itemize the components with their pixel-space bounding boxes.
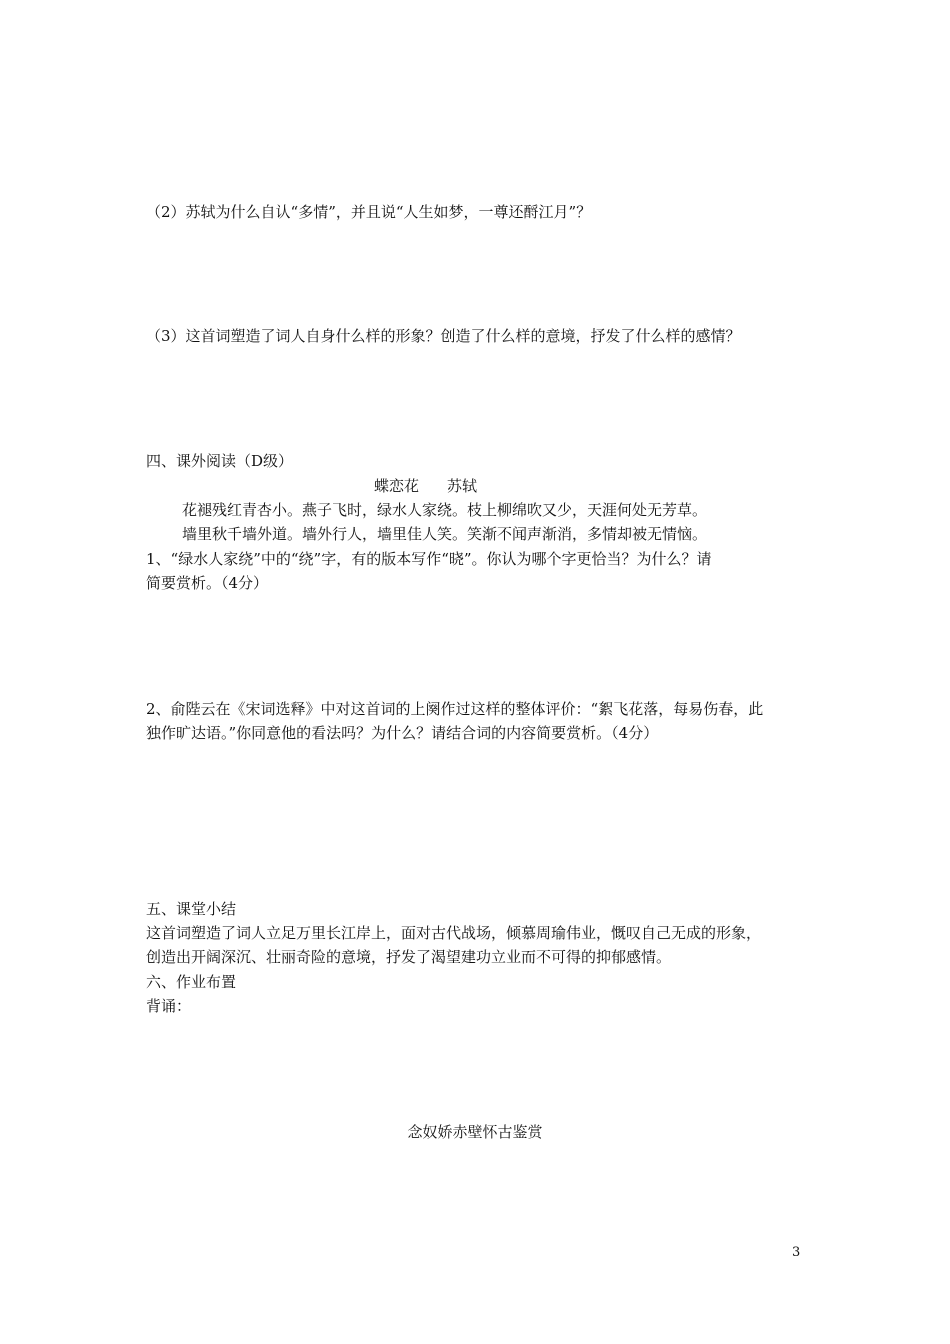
poem-author: 苏轼	[447, 477, 478, 495]
summary-line-2: 创造出开阔深沉、壮丽奇险的意境，抒发了渴望建功立业而不可得的抑郁感情。	[146, 948, 672, 966]
recite-label: 背诵：	[146, 997, 192, 1015]
poem-line-2: 墙里秋千墙外道。墙外行人，墙里佳人笑。笑渐不闻声渐消，多情却被无情恼。	[182, 525, 708, 543]
poem-title: 蝶恋花	[374, 477, 420, 495]
question-3: （3）这首词塑造了词人自身什么样的形象？创造了什么样的意境，抒发了什么样的感情？	[146, 327, 741, 345]
reading-question-1-line-2: 简要赏析。（4分）	[146, 574, 269, 592]
reading-question-1-line-1: 1、“绿水人家绕”中的“绕”字，有的版本写作“晓”。你认为哪个字更恰当？为什么？请	[146, 550, 712, 568]
poem-line-1: 花褪残红青杏小。燕子飞时，绿水人家绕。枝上柳绵吹又少，天涯何处无芳草。	[182, 501, 708, 519]
section-5-heading: 五、课堂小结	[146, 900, 237, 918]
question-2: （2）苏轼为什么自认“多情”，并且说“人生如梦，一尊还酹江月”？	[146, 203, 592, 221]
poem-title-line	[374, 475, 477, 497]
reading-question-2-line-1: 2、俞陛云在《宋词选释》中对这首词的上阕作过这样的整体评价：“絮飞花落，每易伤春，此	[146, 700, 764, 718]
section-4-heading: 四、课外阅读（D级）	[146, 452, 294, 470]
footer-title: 念奴娇赤壁怀古鉴赏	[407, 1123, 543, 1141]
page-number: 3	[792, 1245, 801, 1260]
reading-question-2-line-2: 独作旷达语。”你同意他的看法吗？为什么？请结合词的内容简要赏析。（4分）	[146, 724, 659, 742]
summary-line-1: 这首词塑造了词人立足万里长江岸上，面对古代战场，倾慕周瑜伟业，慨叹自己无成的形象，	[146, 924, 762, 942]
section-6-heading: 六、作业布置	[146, 973, 237, 991]
